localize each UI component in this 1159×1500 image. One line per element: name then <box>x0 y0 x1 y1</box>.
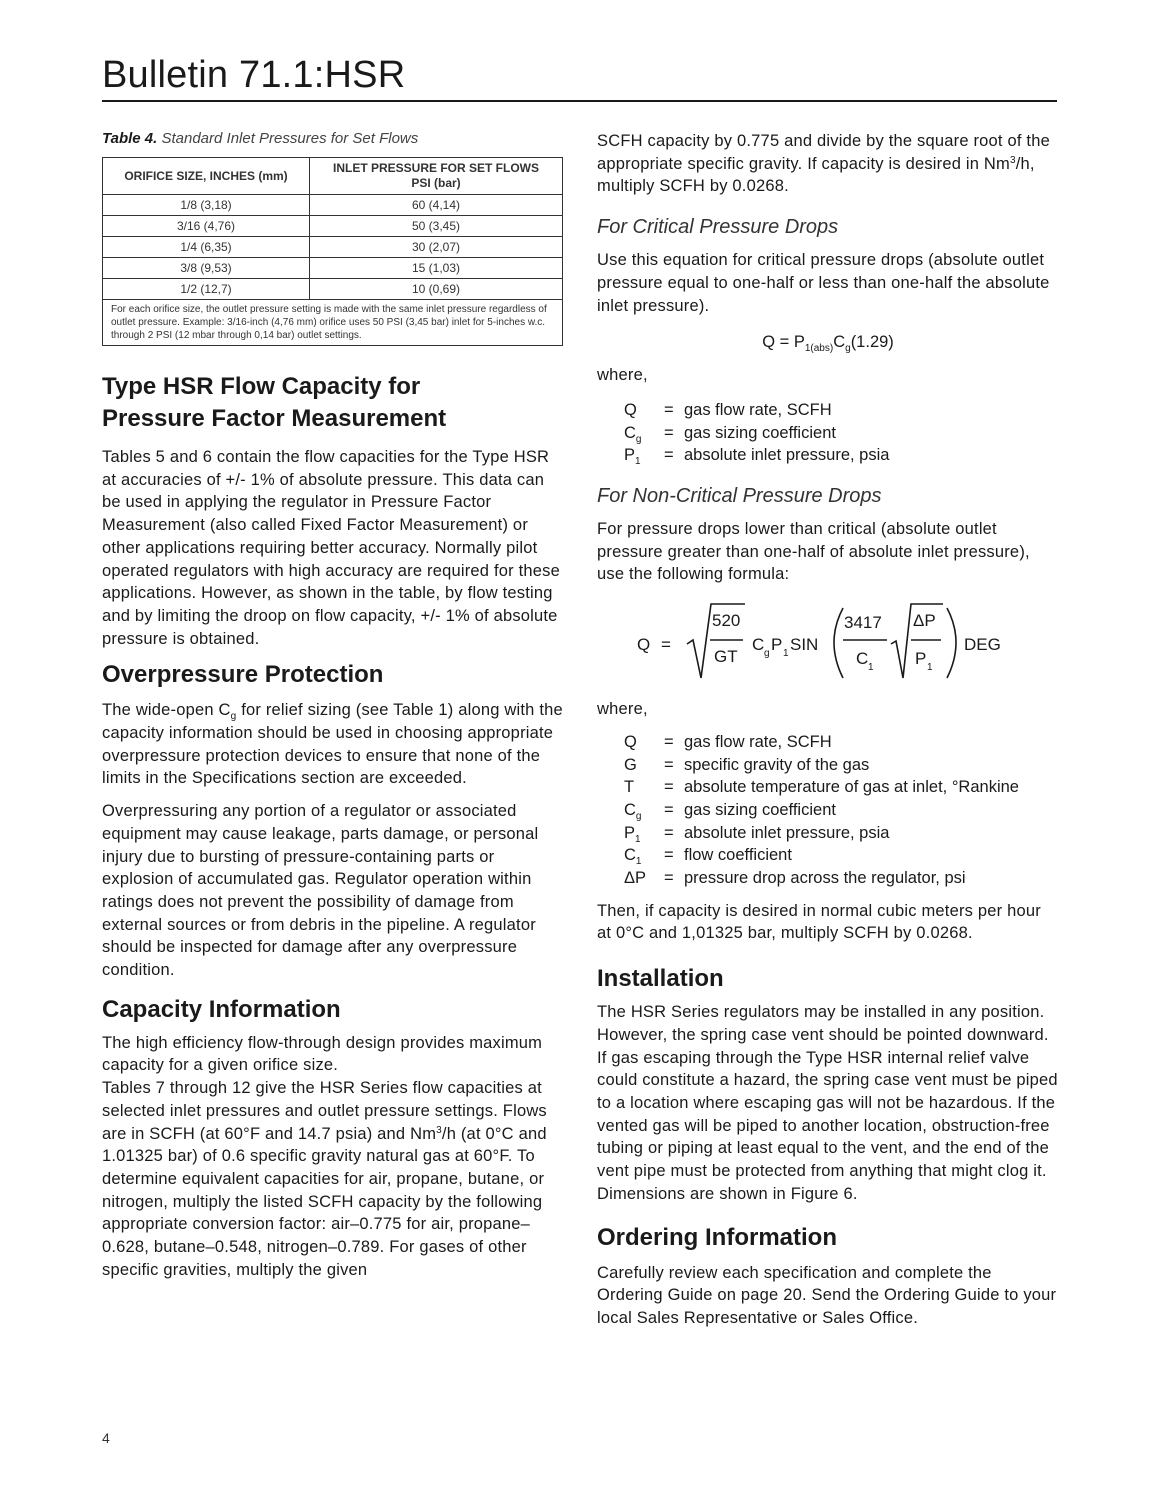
cell-orifice: 1/4 (6,35) <box>103 237 310 258</box>
svg-text:DEG: DEG <box>964 635 1001 655</box>
critical-paragraph: Use this equation for critical pressure drops (absolute outlet pressure equal to one-half or less than one-half the absolute inlet pressure). <box>597 251 1050 315</box>
svg-text:P: P <box>915 649 927 669</box>
continued-paragraph: SCFH capacity by 0.775 and divide by the square root of the appropriate specific gravity. If capacity is desired in Nm$^3$/h, multiply SCFH by 0.0268. <box>597 132 1050 196</box>
svg-text:P: P <box>771 635 783 655</box>
noncritical-variable-list <box>624 731 1059 890</box>
noncritical-paragraph: For pressure drops lower than critical (absolute outlet pressure greater than one-half of absolute inlet pressure), use the following formula: <box>597 520 1030 584</box>
svg-text:C: C <box>752 635 765 655</box>
cell-orifice: 1/2 (12,7) <box>103 279 310 300</box>
noncritical-formula <box>597 598 1059 686</box>
installation-heading: Installation <box>597 965 724 993</box>
table-row <box>103 195 563 216</box>
svg-text:1: 1 <box>868 662 874 674</box>
svg-text:1: 1 <box>783 648 789 660</box>
table-row <box>103 237 563 258</box>
installation-paragraph: The HSR Series regulators may be installed in any position. However, the spring case vent should be pointed downward. If gas escaping through the Type HSR internal relief valve could constitute a hazard, the spring case vent must be piped to a location where escaping gas will not be hazardous. If the vented gas will be piped to another location, obstruction-free tubing or piping at least equal to the vent, and the end of the vent pipe must be protected from anything that might clog it. Dimensions are shown in Figure 6. <box>597 1003 1058 1203</box>
table-caption-label: Table 4. <box>102 130 158 147</box>
table-header-inlet-pressure <box>310 158 563 195</box>
cell-pressure: 10 (0,69) <box>310 279 563 300</box>
cell-pressure: 60 (4,14) <box>310 195 563 216</box>
svg-text:1: 1 <box>927 662 933 674</box>
capacity-heading: Capacity Information <box>102 995 341 1023</box>
cell-orifice: 1/8 (3,18) <box>103 195 310 216</box>
pfm-paragraph: Tables 5 and 6 contain the flow capacities for the Type HSR at accuracies of +/- 1% of absolute pressure. This data can be used in applying the regulator in Pressure Factor Measurement (also called Fixed Factor Measurement) or other applications requiring better accuracy. Normally pilot operated regulators with high accuracy are required for these applications. However, as shown in the table, by flow testing and by limiting the droop on flow capacity, +/- 1% of absolute pressure is obtained. <box>102 448 560 648</box>
pfm-heading-line1: Type HSR Flow Capacity for <box>102 373 421 400</box>
ordering-paragraph: Carefully review each specification and complete the Ordering Guide on page 20. Send the Ordering Guide to your local Sales Representative or Sales Office. <box>597 1263 1057 1327</box>
standard-inlet-pressures-table <box>102 157 563 346</box>
capacity-paragraph: The high efficiency flow-through design provides maximum capacity for a given orifice size. Tables 7 through 12 give the HSR Series flow capacities at selected inlet pressures and outlet pressure settings. Flows are in SCFH (at 60°F and 14.7 psia) and Nm$^3$/h (at 0°C and 1.01325 bar) of 0.6 specific gravity natural gas at 60°F. To determine equivalent capacities for air, propane, butane, or nitrogen, multiply the listed SCFH capacity by the following appropriate conversion factor: air–0.775 for air, propane–0.628, butane–0.548, nitrogen–0.789. For gases of other specific gravities, multiply the given <box>102 1033 547 1279</box>
cell-orifice: 3/16 (4,76) <box>103 216 310 237</box>
table-row <box>103 258 563 279</box>
variable-row: $P_1$ = absolute inlet pressure, psia <box>624 446 890 468</box>
left-column <box>102 130 564 1282</box>
cell-pressure: 30 (2,07) <box>310 237 563 258</box>
table-row <box>103 216 563 237</box>
table-caption-text: Standard Inlet Pressures for Set Flows <box>161 130 419 147</box>
table-header-inlet-line2: PSI (bar) <box>411 176 461 190</box>
noncritical-heading: For Non-Critical Pressure Drops <box>597 485 882 508</box>
page-header-title: Bulletin 71.1:HSR <box>102 54 406 96</box>
where-label-2: where, <box>597 700 648 719</box>
svg-text:ΔP: ΔP <box>913 611 936 631</box>
variable-row: $C_g$ = gas sizing coefficient <box>624 800 836 822</box>
where-label: where, <box>597 366 648 385</box>
variable-row: Q = gas flow rate, SCFH <box>624 732 832 751</box>
critical-heading: For Critical Pressure Drops <box>597 216 839 239</box>
overpressure-heading: Overpressure Protection <box>102 661 384 689</box>
table-header-orifice: ORIFICE SIZE, INCHES (mm) <box>103 158 310 195</box>
variable-row: $C_1$ = flow coefficient <box>624 846 792 868</box>
variable-row: ΔP = pressure drop across the regulator, psi <box>624 869 966 888</box>
ordering-heading: Ordering Information <box>597 1223 837 1251</box>
table-caption <box>102 130 564 147</box>
critical-equation: $Q = P_{1(abs)}C_g(1.29)$ <box>762 333 894 355</box>
pfm-heading-line2: Pressure Factor Measurement <box>102 405 447 432</box>
overpressure-paragraph-2: Overpressuring any portion of a regulator or associated equipment may cause leakage, parts damage, or personal injury due to bursting of pressure-containing parts or explosion of accumulated gas. Regulator operation within ratings does not prevent the possibility of damage from external sources or from debris in the pipeline. A regulator should be inspected for damage after any overpressure condition. <box>102 802 539 980</box>
pfm-heading <box>102 371 564 435</box>
svg-text:=: = <box>661 635 671 655</box>
cell-orifice: 3/8 (9,53) <box>103 258 310 279</box>
then-paragraph: Then, if capacity is desired in normal cubic meters per hour at 0°C and 1,01325 bar, multiply SCFH by 0.0268. <box>597 901 1041 943</box>
page-number: 4 <box>102 1430 110 1446</box>
cell-pressure: 50 (3,45) <box>310 216 563 237</box>
right-column <box>597 130 1059 1330</box>
overpressure-paragraph-1: The wide-open $C_g$ for relief sizing (see Table 1) along with the capacity information should be used in choosing appropriate overpressure protection devices to ensure that none of the limits in the Specifications section are exceeded. <box>102 701 563 788</box>
svg-text:520: 520 <box>712 611 741 631</box>
variable-row: Q = gas flow rate, SCFH <box>624 400 832 419</box>
variable-row: $C_g$ = gas sizing coefficient <box>624 423 836 445</box>
table-footnote: For each orifice size, the outlet pressure setting is made with the same inlet pressure regardless of outlet pressure. Example: 3/16-inch (4,76 mm) orifice uses 50 PSI (3,45 bar) inlet for 5-inches w.c. through 2 PSI (12 mbar through 0,14 bar) outlet settings. <box>103 300 563 346</box>
svg-text:SIN: SIN <box>790 635 819 655</box>
variable-row: T = absolute temperature of gas at inlet, °Rankine <box>624 778 1019 797</box>
svg-text:GT: GT <box>714 647 738 667</box>
variable-row: G = specific gravity of the gas <box>624 755 870 774</box>
svg-text:C: C <box>856 649 869 669</box>
table-header-inlet-line1: INLET PRESSURE FOR SET FLOWS <box>332 161 539 175</box>
header-rule <box>102 100 1057 102</box>
critical-variable-list <box>624 399 1059 467</box>
svg-text:g: g <box>764 648 770 660</box>
svg-text:Q: Q <box>637 635 651 655</box>
svg-text:3417: 3417 <box>844 613 882 633</box>
table-row <box>103 279 563 300</box>
variable-row: $P_1$ = absolute inlet pressure, psia <box>624 823 890 845</box>
cell-pressure: 15 (1,03) <box>310 258 563 279</box>
